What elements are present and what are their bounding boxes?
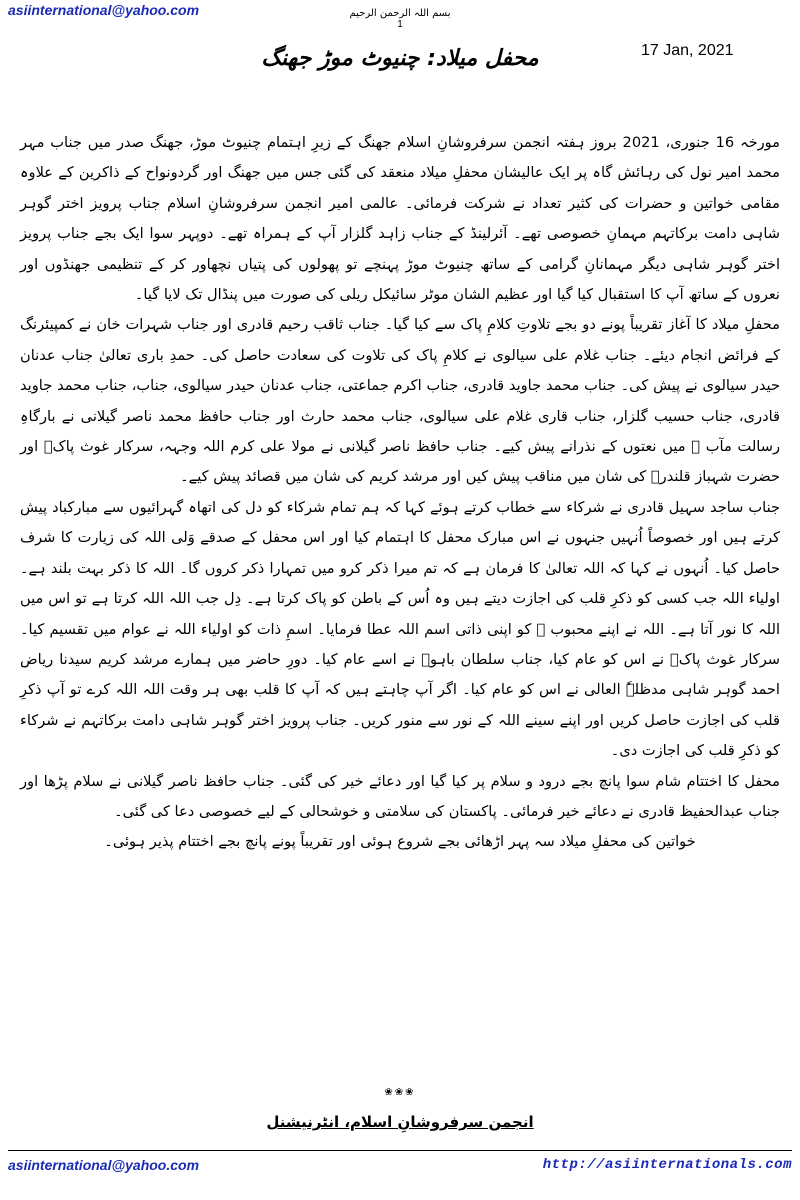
paragraph-speech: جناب ساجد سہیل قادری نے شرکاء سے خطاب کرتے ہوئے کہا کہ ہم تمام شرکاء کو دل کی اتھاہ گہرائیوں سے مبارکباد پیش کرتے ہیں اور خصوصاً اُنہیں جنہوں نے اس مبارک محفل کا اہتمام کیا اور اس محفل کے صدقے وَلی اللہ کی زیارت کا شرف حاصل کیا۔ اُنہوں نے کہا کہ اللہ تعالیٰ کا فرمان ہے کہ تم میرا ذکر کرو میں تمہارا ذکر کروں گا۔ اللہ کا ذکر بہت بلند ہے۔ اولیاء اللہ جب کسی کو ذکرِ قلب کی اجازت دیتے ہیں وہ اُس کے باطن کو پاک کرتا ہے۔ دِل جب اللہ اللہ کرتا ہے تو اس میں اللہ کا نور آتا ہے۔ اللہ نے اپنے محبوب ﷺ کو اپنی ذاتی اسم اللہ عطا فرمایا۔ اسمِ ذات کو اولیاء اللہ نے عوام میں تقسیم کیا۔ سرکار غوث پاکؒ نے اس کو عام کیا، جناب سلطان باہوؒ نے اسے عام کیا۔ دورِ حاضر میں ہمارے مرشد کریم سیدنا ریاض احمد گوہر شاہی مدظلہٗ العالی نے اس کو عام کیا۔ اگر آپ چاہتے ہیں کہ آپ کا قلب بھی ہر وقت اللہ اللہ کرے تو آپ ذکرِ قلب کی اجازت حاصل کریں اور اپنے سینے اللہ کے نور سے منور کریں۔ جناب پرویز اختر گوہر شاہی دامت برکاتہم نے شرکاء کو ذکرِ قلب کی اجازت دی۔ (20, 498, 780, 760)
page-number: 1 (397, 19, 403, 30)
page-title: محفل میلاد: چنیوٹ موڑ جھنگ (261, 46, 539, 71)
header-email[interactable]: asiinternational@yahoo.com (8, 2, 200, 18)
footer-website-link[interactable]: http://asiinternationals.com (542, 1157, 792, 1173)
document-date: 17 Jan, 2021 (641, 42, 734, 59)
paragraph-conclusion: محفل کا اختتام شام سوا پانچ بجے درود و سلام پر کیا گیا اور دعائے خیر کی گئی۔ جناب حافظ ناصر گیلانی نے سلام پڑھا اور جناب عبدالحفیظ قادری نے دعائے خیر فرمائی۔ پاکستان کی سلامتی و خوشحالی کے لیے خصوصی دعا کی گئی۔ (20, 772, 780, 820)
bismillah-heading: بسم اللہ الرحمن الرحیم (349, 8, 451, 19)
ornament-flowers-icon: ❀❀❀ (384, 1087, 416, 1098)
paragraph-program: محفلِ میلاد کا آغاز تقریباً پونے دو بجے تلاوتِ کلامِ پاک سے کیا گیا۔ جناب ثاقب رحیم قادری اور جناب شہرات خان نے کمپیئرنگ کے فرائض انجام دیئے۔ جناب غلام علی سیالوی نے کلامِ پاک کی تلاوت کی سعادت حاصل کی۔ حمدِ باری تعالیٰ جناب عدنان حیدر سیالوی نے پیش کی۔ جناب محمد جاوید قادری، جناب اکرم جماعتی، جناب عدنان حیدر سیالوی، جناب، جناب محمد جاوید قادری، جناب حسیب گلزار، جناب قاری غلام علی سیالوی، جناب محمد حارث اور جناب حافظ محمد ناصر گیلانی نے بارگاہِ رسالت مآب ﷺ میں نعتوں کے نذرانے پیش کیے۔ جناب حافظ ناصر گیلانی نے مولا علی کرم اللہ وجہہ، سرکار غوث پاکؒ اور حضرت شہباز قلندرؒ کی شان میں مناقب پیش کیں اور مرشد کریم کی شان میں قصائد پیش کیے۔ (20, 316, 780, 486)
organization-name: انجمن سرفروشانِ اسلام، انٹرنیشنل (266, 1113, 534, 1131)
paragraph-intro: مورخہ 16 جنوری، 2021 بروز ہفتہ انجمن سرفروشانِ اسلام جھنگ کے زیرِ اہتمام چنیوٹ موڑ، جھنگ صدر میں جناب مہر محمد امیر نول کی رہائش گاہ پر ایک عالیشان محفلِ میلاد منعقد کی گئی جس میں جھنگ اور گردونواح کے ذاکرین کے علاوہ مقامی خواتین و حضرات کی کثیر تعداد نے شرکت فرمائی۔ عالمی امیر انجمن سرفروشانِ اسلام جناب پرویز اختر گوہر شاہی دامت برکاتہم مہمانِ خصوصی تھے۔ آئرلینڈ کے جناب زاہد گلزار آپ کے ہمراہ تھے۔ دوپہر سوا ایک بجے جناب پرویز اختر گوہر شاہی دیگر مہمانانِ گرامی کے ساتھ چنیوٹ موڑ پہنچے تو پھولوں کی پتیاں نچھاور کر کے تنظیمی جھنڈوں اور نعروں کے ساتھ آپ کا استقبال کیا گیا اور عظیم الشان موٹر سائیکل ریلی کی صورت میں پنڈال تک لایا گیا۔ (20, 134, 780, 304)
article-body (20, 128, 780, 858)
paragraph-women-gathering: خواتین کی محفلِ میلاد سہ پہر اڑھائی بجے شروع ہوئی اور تقریباً پونے پانچ بجے اختتام پذیر ہوئی۔ (104, 833, 696, 851)
footer-email[interactable]: asiinternational@yahoo.com (8, 1157, 200, 1173)
footer-divider (8, 1150, 792, 1151)
